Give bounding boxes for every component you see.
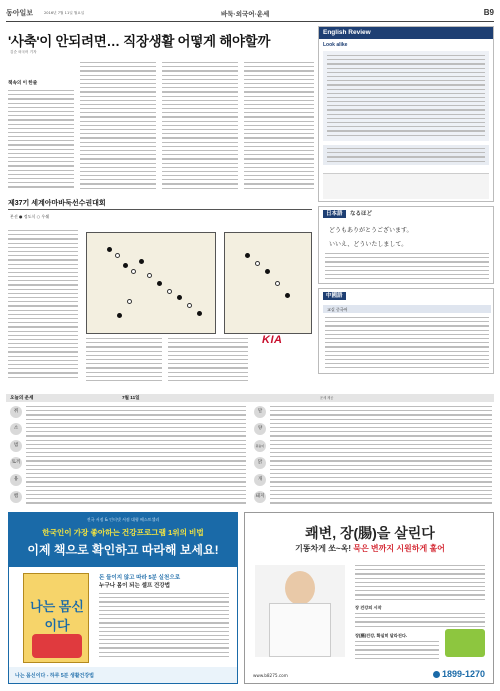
white-stone (131, 269, 136, 274)
health-ad-text-3 (355, 641, 439, 663)
book-advertisement (8, 512, 238, 684)
japanese-title: なるほど (350, 211, 373, 217)
fortune-text-left (26, 406, 246, 506)
article-text-column-2 (80, 62, 156, 190)
black-stone (177, 295, 182, 300)
japanese-line-1: どうもありがとうございます。 (329, 227, 413, 234)
chinese-tag: 中國語 (323, 292, 346, 300)
chinese-title: 교실 중국어 (323, 305, 491, 313)
book-ad-bullets (99, 593, 229, 663)
black-stone (107, 247, 112, 252)
english-review-examples (323, 51, 489, 141)
book-ad-banner (9, 513, 237, 567)
white-stone (275, 281, 280, 286)
book-cover (23, 573, 89, 663)
black-stone (197, 311, 202, 316)
newspaper-logo: 동아일보 (6, 9, 34, 17)
black-stone (123, 263, 128, 268)
chinese-lesson-text (325, 317, 489, 371)
article-subhead: 책속의 이 한줄 (8, 80, 38, 85)
zodiac-sign: 소 (10, 423, 22, 435)
main-headline: '사축'이 안되려면… 직장생활 어떻게 해야할까 (8, 34, 271, 49)
zodiac-sign: 돼지 (254, 491, 266, 503)
zodiac-sign: 원숭이 (254, 440, 266, 452)
white-stone (167, 289, 172, 294)
english-review-box (318, 26, 494, 202)
japanese-line-2: いいえ、どういたしまして。 (329, 241, 408, 248)
black-stone (157, 281, 162, 286)
health-ad-section-2: 장(腸)건강, 확실히 달라진다. (355, 633, 408, 638)
fortune-title: 오늘의 운세 (10, 395, 34, 400)
book-ad-head-1: 돈 들이지 않고 따라 5분 실천으로 (99, 575, 181, 581)
look-alike-label: Look alike (323, 42, 348, 48)
health-ad-phone-number: 1899-1270 (441, 669, 485, 679)
english-review-quiz (323, 145, 489, 165)
byline: 김순 외국어 기자 (10, 50, 37, 54)
phone-icon (433, 671, 440, 678)
japanese-tag: 日本語 (323, 210, 346, 218)
fortune-header-bar (6, 394, 494, 402)
health-ad-sub-a: 기똥차게 쏘~옥! (295, 544, 351, 553)
health-ad-phone (433, 669, 485, 679)
baduk-commentary-1 (8, 230, 78, 380)
book-badge (32, 634, 82, 658)
baduk-commentary-3 (168, 338, 248, 382)
white-stone (147, 273, 152, 278)
baduk-board-main (86, 232, 216, 334)
white-stone (187, 303, 192, 308)
book-ad-footer: 나는 몸신이다 - 하루 5분 생활건강법 (9, 667, 237, 683)
fortune-text-right (270, 406, 492, 506)
zodiac-sign: 말 (254, 406, 266, 418)
zodiac-sign: 개 (254, 474, 266, 486)
page-header (6, 6, 494, 20)
health-ad-sub-b: 묵은 변까지 시원하게 훌어 (353, 544, 445, 553)
kia-logo: KIA (262, 334, 283, 346)
japanese-header (319, 207, 493, 219)
issue-date: 2016년 7월 11일 월요일 (44, 11, 85, 15)
zodiac-sign: 토끼 (10, 457, 22, 469)
black-stone (245, 253, 250, 258)
black-stone (285, 293, 290, 298)
fortune-date: 7월 11일 (122, 395, 140, 400)
health-ad-subheadline (245, 543, 495, 554)
zodiac-sign: 뱀 (10, 491, 22, 503)
health-advertisement (244, 512, 494, 684)
black-stone (117, 313, 122, 318)
book-title: 나는 몸신이다 (30, 599, 84, 633)
white-stone (127, 299, 132, 304)
page-number: B9 (483, 8, 494, 17)
doctor-photo (255, 565, 345, 657)
chinese-box (318, 288, 494, 374)
japanese-explanation (325, 253, 489, 281)
baduk-title: 제37기 세계아마바둑선수권대회 (8, 200, 106, 207)
baduk-rule (8, 209, 312, 210)
article-text-column-1 (8, 90, 74, 190)
book-ad-head-2: 누구나 몸이 되는 셀프 건강법 (99, 583, 171, 589)
baduk-board-reference-1 (224, 232, 312, 334)
header-rule (6, 21, 494, 22)
health-ad-headline: 쾌변, 장(腸)을 살린다 (305, 525, 435, 541)
baduk-players: 본선 ● 정도식 ○ 우쉐 (10, 214, 50, 219)
zodiac-sign: 쥐 (10, 406, 22, 418)
health-ad-website: www.b8275.com (253, 673, 288, 678)
white-stone (115, 253, 120, 258)
fortune-source: 운세 제공 (320, 396, 334, 400)
book-ad-line-2: 이제 책으로 확인하고 따라해 보세요! (27, 543, 219, 557)
white-stone (255, 261, 260, 266)
english-review-title: English Review (319, 27, 493, 39)
product-image (445, 629, 485, 657)
zodiac-sign: 범 (10, 440, 22, 452)
zodiac-sign: 닭 (254, 457, 266, 469)
black-stone (265, 269, 270, 274)
chinese-header (319, 289, 493, 301)
article-text-column-4 (244, 62, 314, 190)
book-ad-line-1: 한국인이 가장 좋아하는 건강프로그램 1위의 비법 (42, 528, 204, 537)
book-ad-small-text: 전국 서점 & 인터넷 서점 대형 베스트셀러 (86, 517, 160, 522)
health-ad-section-1: 장 건강의 시작 (355, 605, 382, 610)
section-title: 바둑·외국어·운세 (221, 11, 270, 18)
english-review-sponsor (323, 173, 489, 199)
zodiac-sign: 용 (10, 474, 22, 486)
japanese-box (318, 206, 494, 284)
zodiac-sign: 양 (254, 423, 266, 435)
black-stone (139, 259, 144, 264)
baduk-commentary-2 (86, 338, 162, 382)
article-text-column-3 (162, 62, 238, 190)
health-ad-text-1 (355, 565, 485, 603)
